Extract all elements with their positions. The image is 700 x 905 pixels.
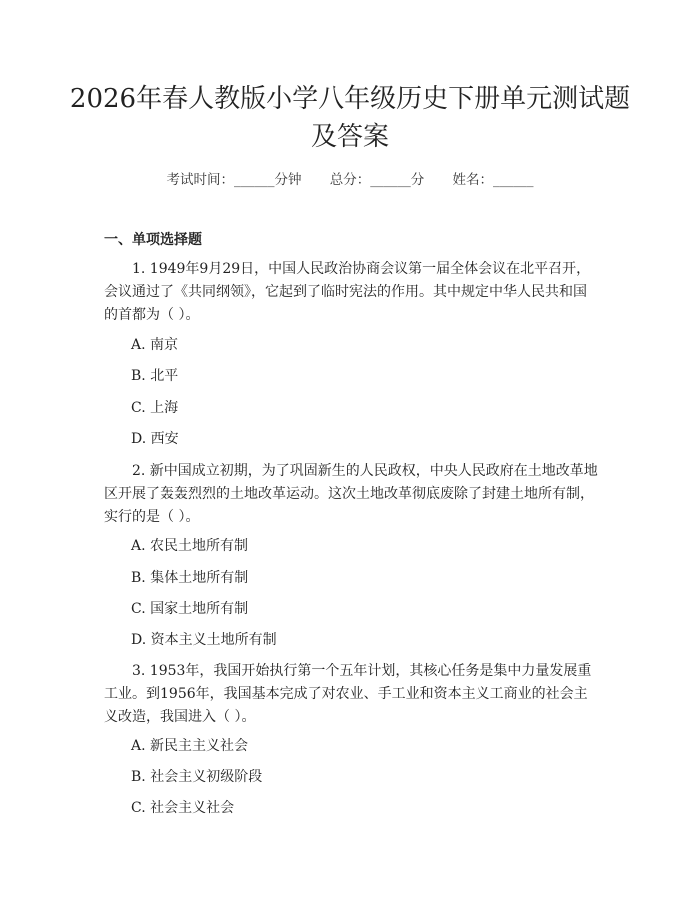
student-name-label: 姓名：______ <box>452 172 534 188</box>
question-2-option-a[interactable]: A. 农民土地所有制 <box>131 538 249 554</box>
question-1: 1. 1949年9月29日，中国人民政治协商会议第一届全体会议在北平召开，会议通过了《共同纲领》，它起到了临时宪法的作用。其中规定中华人民共和国的首都为（ ）。 <box>104 261 591 323</box>
question-2-option-d[interactable]: D. 资本主义土地所有制 <box>131 632 277 648</box>
exam-meta <box>0 168 700 188</box>
question-3-option-a[interactable]: A. 新民主主义社会 <box>131 738 249 754</box>
question-1-option-a[interactable]: A. 南京 <box>131 337 179 353</box>
page-title: 2026年春人教版小学八年级历史下册单元测试题及答案 <box>69 84 631 152</box>
question-1-option-d[interactable]: D. 西安 <box>131 431 179 447</box>
section-title: 一、单项选择题 <box>104 232 202 248</box>
question-1-option-b[interactable]: B. 北平 <box>131 368 179 384</box>
question-3: 3. 1953年，我国开始执行第一个五年计划，其核心任务是集中力量发展重工业。到1956年，我国基本完成了对农业、手工业和资本主义工商业的社会主义改造，我国进入（ ）。 <box>104 663 592 725</box>
question-3-option-c[interactable]: C. 社会主义社会 <box>131 800 235 816</box>
exam-time-label: 考试时间：______分钟 <box>166 172 302 188</box>
question-2-option-c[interactable]: C. 国家土地所有制 <box>131 601 249 617</box>
total-score-label: 总分：______分 <box>329 172 425 188</box>
question-1-option-c[interactable]: C. 上海 <box>131 400 179 416</box>
question-2: 2. 新中国成立初期，为了巩固新生的人民政权，中央人民政府在土地改革地区开展了轰轰烈烈的土地改革运动。这次土地改革彻底废除了封建土地所有制，实行的是（ ）。 <box>104 463 598 525</box>
question-2-option-b[interactable]: B. 集体土地所有制 <box>131 570 249 586</box>
question-3-option-b[interactable]: B. 社会主义初级阶段 <box>131 769 263 785</box>
